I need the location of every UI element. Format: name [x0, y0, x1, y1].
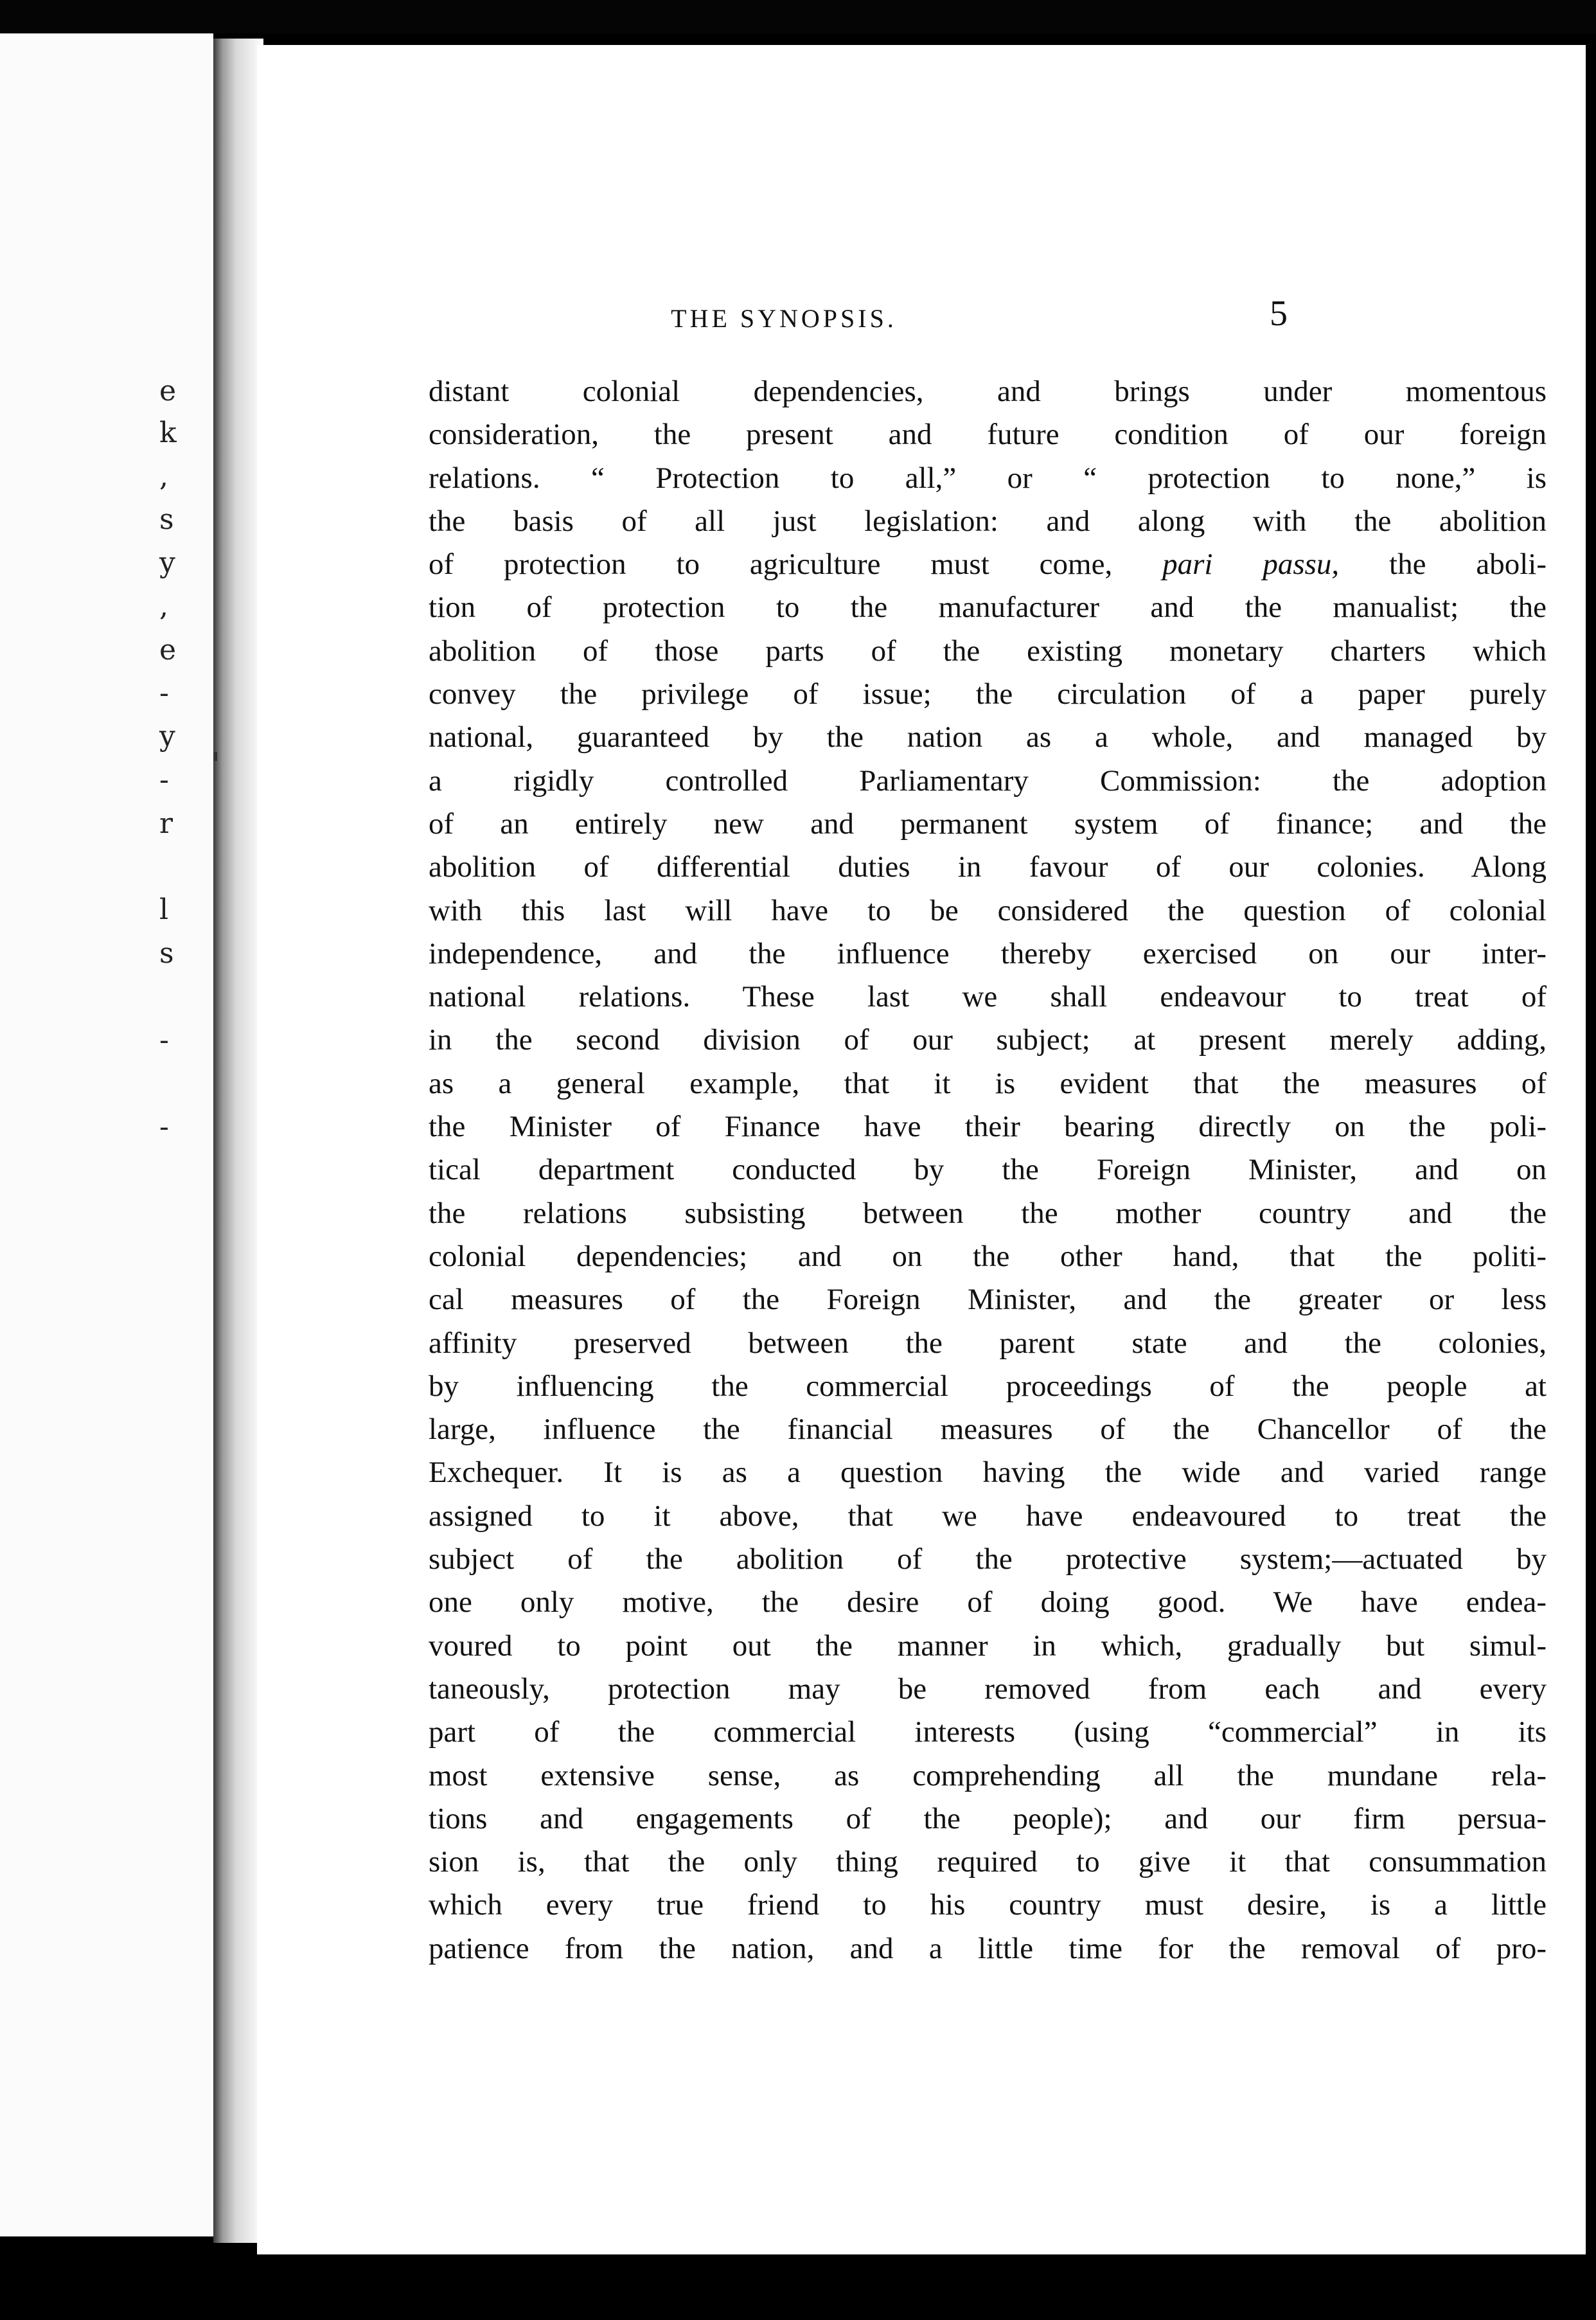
stray-mark [213, 752, 217, 761]
text-line: large, influence the financial measures of the Chancellor of the [429, 1413, 1547, 1447]
page-number: 5 [1270, 294, 1288, 334]
text-line: abolition of those parts of the existing monetary charters which [429, 634, 1547, 668]
edge-char: s [159, 937, 174, 970]
text-line: colonial dependencies; and on the other hand, that the politi- [429, 1239, 1547, 1273]
text-line: which every true friend to his country must desire, is a little [429, 1888, 1547, 1922]
text-line: taneously, protection may be removed from each and every [429, 1672, 1547, 1706]
edge-char: k [159, 416, 177, 449]
text-line: the relations subsisting between the mother country and the [429, 1196, 1547, 1230]
scanner-border [0, 0, 1596, 33]
text-line: national relations. These last we shall endeavour to treat of [429, 980, 1547, 1014]
text-line: tical department conducted by the Foreign Minister, and on [429, 1153, 1547, 1187]
text-line: relations. “ Protection to all,” or “ protection to none,” is [429, 461, 1547, 495]
text-line: part of the commercial interests (using “commercial” in its [429, 1715, 1547, 1749]
left-page-edge [0, 33, 213, 2236]
text-line: patience from the nation, and a little time for the removal of pro- [429, 1931, 1547, 1965]
text-line: by influencing the commercial proceedings of the people at [429, 1369, 1547, 1403]
text-line: assigned to it above, that we have endeavoured to treat the [429, 1499, 1547, 1533]
text-line: abolition of differential duties in favour of our colonies. Along [429, 850, 1547, 884]
text-line: tion of protection to the manufacturer and the manualist; the [429, 591, 1547, 625]
edge-char: , [159, 590, 168, 623]
text-line: tions and engagements of the people); and our firm persua- [429, 1801, 1547, 1835]
edge-char: - [159, 677, 169, 709]
edge-char: r [159, 807, 173, 840]
text-line: in the second division of our subject; at present merely adding, [429, 1023, 1547, 1057]
edge-char: y [159, 720, 175, 753]
edge-char: e [159, 634, 177, 666]
text-line: most extensive sense, as comprehending all the mundane rela- [429, 1758, 1547, 1792]
text-line: subject of the abolition of the protective system;—actuated by [429, 1542, 1547, 1576]
text-line: of an entirely new and permanent system of finance; and the [429, 807, 1547, 841]
edge-char: e [159, 375, 177, 407]
text-line: the basis of all just legislation: and along with the abolition [429, 504, 1547, 538]
right-page [257, 45, 1586, 2254]
edge-char: l [159, 893, 169, 926]
text-line: as a general example, that it is evident that the measures of [429, 1066, 1547, 1100]
text-line: cal measures of the Foreign Minister, and the greater or less [429, 1283, 1547, 1317]
text-line: voured to point out the manner in which, gradually but simul- [429, 1628, 1547, 1663]
text-line: consideration, the present and future condition of our foreign [429, 418, 1547, 452]
body-text [429, 370, 1547, 1970]
edge-char: y [159, 546, 175, 579]
edge-char: - [159, 763, 169, 796]
text-line: distant colonial dependencies, and brings under momentous [429, 375, 1547, 408]
running-head: THE SYNOPSIS. [671, 304, 897, 333]
edge-char: s [159, 503, 174, 536]
text-line: affinity preserved between the parent state and the colonies, [429, 1326, 1547, 1360]
text-line [429, 543, 1547, 586]
text-line: the Minister of Finance have their bearing directly on the poli- [429, 1110, 1547, 1144]
edge-char: , [159, 460, 168, 493]
text-line: a rigidly controlled Parliamentary Commission: the adoption [429, 763, 1547, 798]
edge-char: - [159, 1024, 169, 1057]
text-line-end: the aboli- [1339, 548, 1547, 582]
text-line: sion is, that the only thing required to give it that consummation [429, 1845, 1547, 1879]
text-line: independence, and the influence thereby exercised on our inter- [429, 936, 1547, 970]
text-line: convey the privilege of issue; the circulation of a paper purely [429, 677, 1547, 711]
text-line: national, guaranteed by the nation as a whole, and managed by [429, 720, 1547, 754]
text-line: Exchequer. It is as a question having the wide and varied range [429, 1456, 1547, 1490]
text-line-start: of protection to agriculture must come, [429, 548, 1163, 582]
text-line: with this last will have to be considered the question of colonial [429, 893, 1547, 927]
italic-phrase: pari passu, [1162, 548, 1340, 582]
text-line: one only motive, the desire of doing good. We have endea- [429, 1585, 1547, 1620]
book-gutter-shadow [213, 39, 263, 2243]
edge-char: - [159, 1111, 169, 1143]
